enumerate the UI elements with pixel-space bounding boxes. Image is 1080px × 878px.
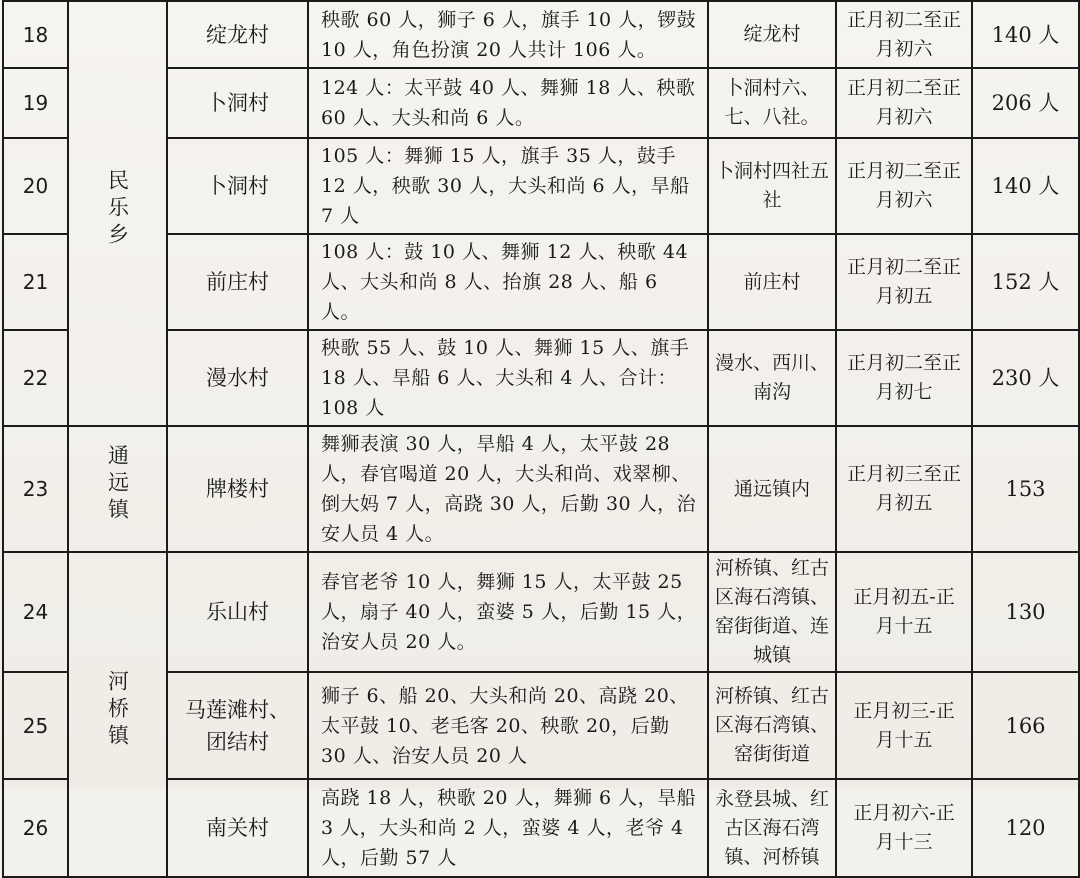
performance-area: 绽龙村 <box>708 1 836 68</box>
total-people: 206 人 <box>972 68 1079 138</box>
row-number: 26 <box>3 779 68 877</box>
performance-area: 漫水、西川、南沟 <box>708 330 836 426</box>
row-number: 21 <box>3 234 68 330</box>
town-cell <box>68 552 167 877</box>
performance-area: 河桥镇、红古区海石湾镇、窑街街道 <box>708 672 836 779</box>
performance-time: 正月初五-正月十五 <box>836 552 972 672</box>
table-row <box>3 1 1080 68</box>
performance-time: 正月初二至正月初六 <box>836 68 972 138</box>
town-name: 民乐乡 <box>105 168 130 250</box>
performance-time: 正月初二至正月初六 <box>836 138 972 234</box>
performance-detail: 高跷 18 人，秧歌 20 人，舞狮 6 人，旱船 3 人，大头和尚 2 人，蛮婆 4 人，老爷 4 人，后勤 57 人 <box>308 779 708 877</box>
performance-area: 卜洞村六、七、八社。 <box>708 68 836 138</box>
village-cell: 南关村 <box>167 779 308 877</box>
total-people: 140 人 <box>972 1 1079 68</box>
village-cell: 牌楼村 <box>167 426 308 552</box>
performance-time: 正月初二至正月初五 <box>836 234 972 330</box>
town-cell <box>68 426 167 552</box>
village-cell: 乐山村 <box>167 552 308 672</box>
performance-area: 通远镇内 <box>708 426 836 552</box>
village-cell: 前庄村 <box>167 234 308 330</box>
total-people: 230 人 <box>972 330 1079 426</box>
performance-detail: 春官老爷 10 人，舞狮 15 人，太平鼓 25 人，扇子 40 人，蛮婆 5 人，后勤 15 人，治安人员 20 人。 <box>308 552 708 672</box>
row-number: 24 <box>3 552 68 672</box>
row-number: 25 <box>3 672 68 779</box>
town-name: 通远镇 <box>105 444 130 525</box>
performance-area: 前庄村 <box>708 234 836 330</box>
row-number: 19 <box>3 68 68 138</box>
total-people: 130 <box>972 552 1079 672</box>
table-row <box>3 426 1080 552</box>
event-table <box>2 0 1080 878</box>
performance-detail: 秧歌 55 人、鼓 10 人、舞狮 15 人、旗手 18 人、旱船 6 人、大头和 4 人、合计：108 人 <box>308 330 708 426</box>
performance-detail: 124 人：太平鼓 40 人、舞狮 18 人、秧歌 60 人、大头和尚 6 人。 <box>308 68 708 138</box>
performance-time: 正月初二至正月初六 <box>836 1 972 68</box>
total-people: 153 <box>972 426 1079 552</box>
town-name: 河桥镇 <box>105 669 130 751</box>
performance-detail: 秧歌 60 人，狮子 6 人，旗手 10 人，锣鼓 10 人，角色扮演 20 人共计 106 人。 <box>308 1 708 68</box>
table-row <box>3 552 1080 672</box>
total-people: 152 人 <box>972 234 1079 330</box>
performance-time: 正月初三-正月十五 <box>836 672 972 779</box>
village-cell: 卜洞村 <box>167 68 308 138</box>
performance-time: 正月初三至正月初五 <box>836 426 972 552</box>
total-people: 140 人 <box>972 138 1079 234</box>
row-number: 18 <box>3 1 68 68</box>
row-number: 23 <box>3 426 68 552</box>
total-people: 166 <box>972 672 1079 779</box>
row-number: 20 <box>3 138 68 234</box>
performance-area: 永登县城、红古区海石湾镇、河桥镇 <box>708 779 836 877</box>
performance-detail: 舞狮表演 30 人，旱船 4 人，太平鼓 28 人，春官喝道 20 人，大头和尚、戏翠柳、倒大妈 7 人，高跷 30 人，后勤 30 人，治安人员 4 人。 <box>308 426 708 552</box>
village-cell: 卜洞村 <box>167 138 308 234</box>
performance-area: 卜洞村四社五社 <box>708 138 836 234</box>
performance-time: 正月初六-正月十三 <box>836 779 972 877</box>
total-people: 120 <box>972 779 1079 877</box>
village-cell: 马莲滩村、团结村 <box>167 672 308 779</box>
village-cell: 漫水村 <box>167 330 308 426</box>
performance-time: 正月初二至正月初七 <box>836 330 972 426</box>
performance-detail: 108 人：鼓 10 人、舞狮 12 人、秧歌 44 人、大头和尚 8 人、抬旗 28 人、船 6 人。 <box>308 234 708 330</box>
village-cell: 绽龙村 <box>167 1 308 68</box>
performance-detail: 105 人：舞狮 15 人，旗手 35 人，鼓手 12 人，秧歌 30 人，大头和尚 6 人，旱船 7 人 <box>308 138 708 234</box>
town-cell <box>68 1 167 426</box>
performance-area: 河桥镇、红古区海石湾镇、窑街街道、连城镇 <box>708 552 836 672</box>
performance-detail: 狮子 6、船 20、大头和尚 20、高跷 20、太平鼓 10、老毛客 20、秧歌 20，后勤 30 人、治安人员 20 人 <box>308 672 708 779</box>
row-number: 22 <box>3 330 68 426</box>
